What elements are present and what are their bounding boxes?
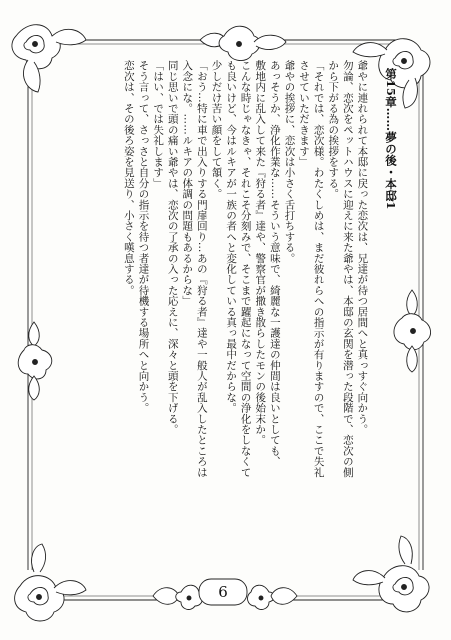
flower-ornament-top-center <box>200 26 286 60</box>
text-line: そう言って、さっさと自分の指示を待つ者達が待機する場所へと向かう。 <box>137 60 150 414</box>
text-line: させていただきます」 <box>298 60 311 167</box>
text-line: あっそうか、浄化作業な……そういう意味で、綺麗な一護達の仲間は良いとしても、 <box>268 60 281 467</box>
text-line: 「おう…特に車で出入りする門扉回り…あの『狩る者』達や一般人が乱入したところは <box>195 60 208 478</box>
text-line: 恋次は、その後ろ姿を見送り、小さく嘆息する。 <box>122 60 135 296</box>
page-number-badge <box>198 578 248 606</box>
flower-ornament-bottom-right <box>353 536 429 612</box>
text-line: こんな時じゃなきゃ、それこそ分刻みで、そこまで躍起になって空間の浄化をしなくて <box>239 60 252 478</box>
text-line: 「それでは、恋次様。わたくしめは、まだ彼れらへの指示が有りますので、ここで失礼 <box>312 60 325 478</box>
text-line: 勿論、恋次をペットハウスに迎えに来た爺やは、本邸の玄関を潜った段階で、恋次の側 <box>341 60 354 478</box>
text-line: 爺やに連れられて本邸に戻った恋次は、兄達が待つ居間へと真っすぐ向かう。 <box>356 60 369 435</box>
body-text <box>60 60 398 540</box>
text-line: も良いけど、今はルキアが一族の者へと変化している真っ最中だからな。 <box>225 60 238 414</box>
text-line: 少しだけ苦い顔をして頷く。 <box>210 60 223 200</box>
page-number: 6 <box>218 583 228 601</box>
text-line: 同じ思いで頭の痛い爺やは、恋次の了承の入った応えに、深々と頭を下げる。 <box>166 60 179 435</box>
text-line: から下がる為の挨拶をする。 <box>327 60 340 200</box>
flower-ornament-right <box>394 290 431 372</box>
text-line: 入念にな。……ルキアの体調の問題もあるからな」 <box>181 60 194 307</box>
flower-ornament-left <box>18 322 52 400</box>
chapter-title: 第15章……夢の後・本邸1 <box>384 68 398 210</box>
text-line: 爺やの挨拶に、恋次は小さく舌打ちする。 <box>283 60 296 264</box>
flower-ornament-bottom-left <box>15 544 86 621</box>
text-line: 敷地内に乱入して来た『狩る者』達や、警察官が撒き散らしたモンの後始末か。 <box>254 60 267 446</box>
text-line: 「はい、では失礼します」 <box>152 60 165 189</box>
